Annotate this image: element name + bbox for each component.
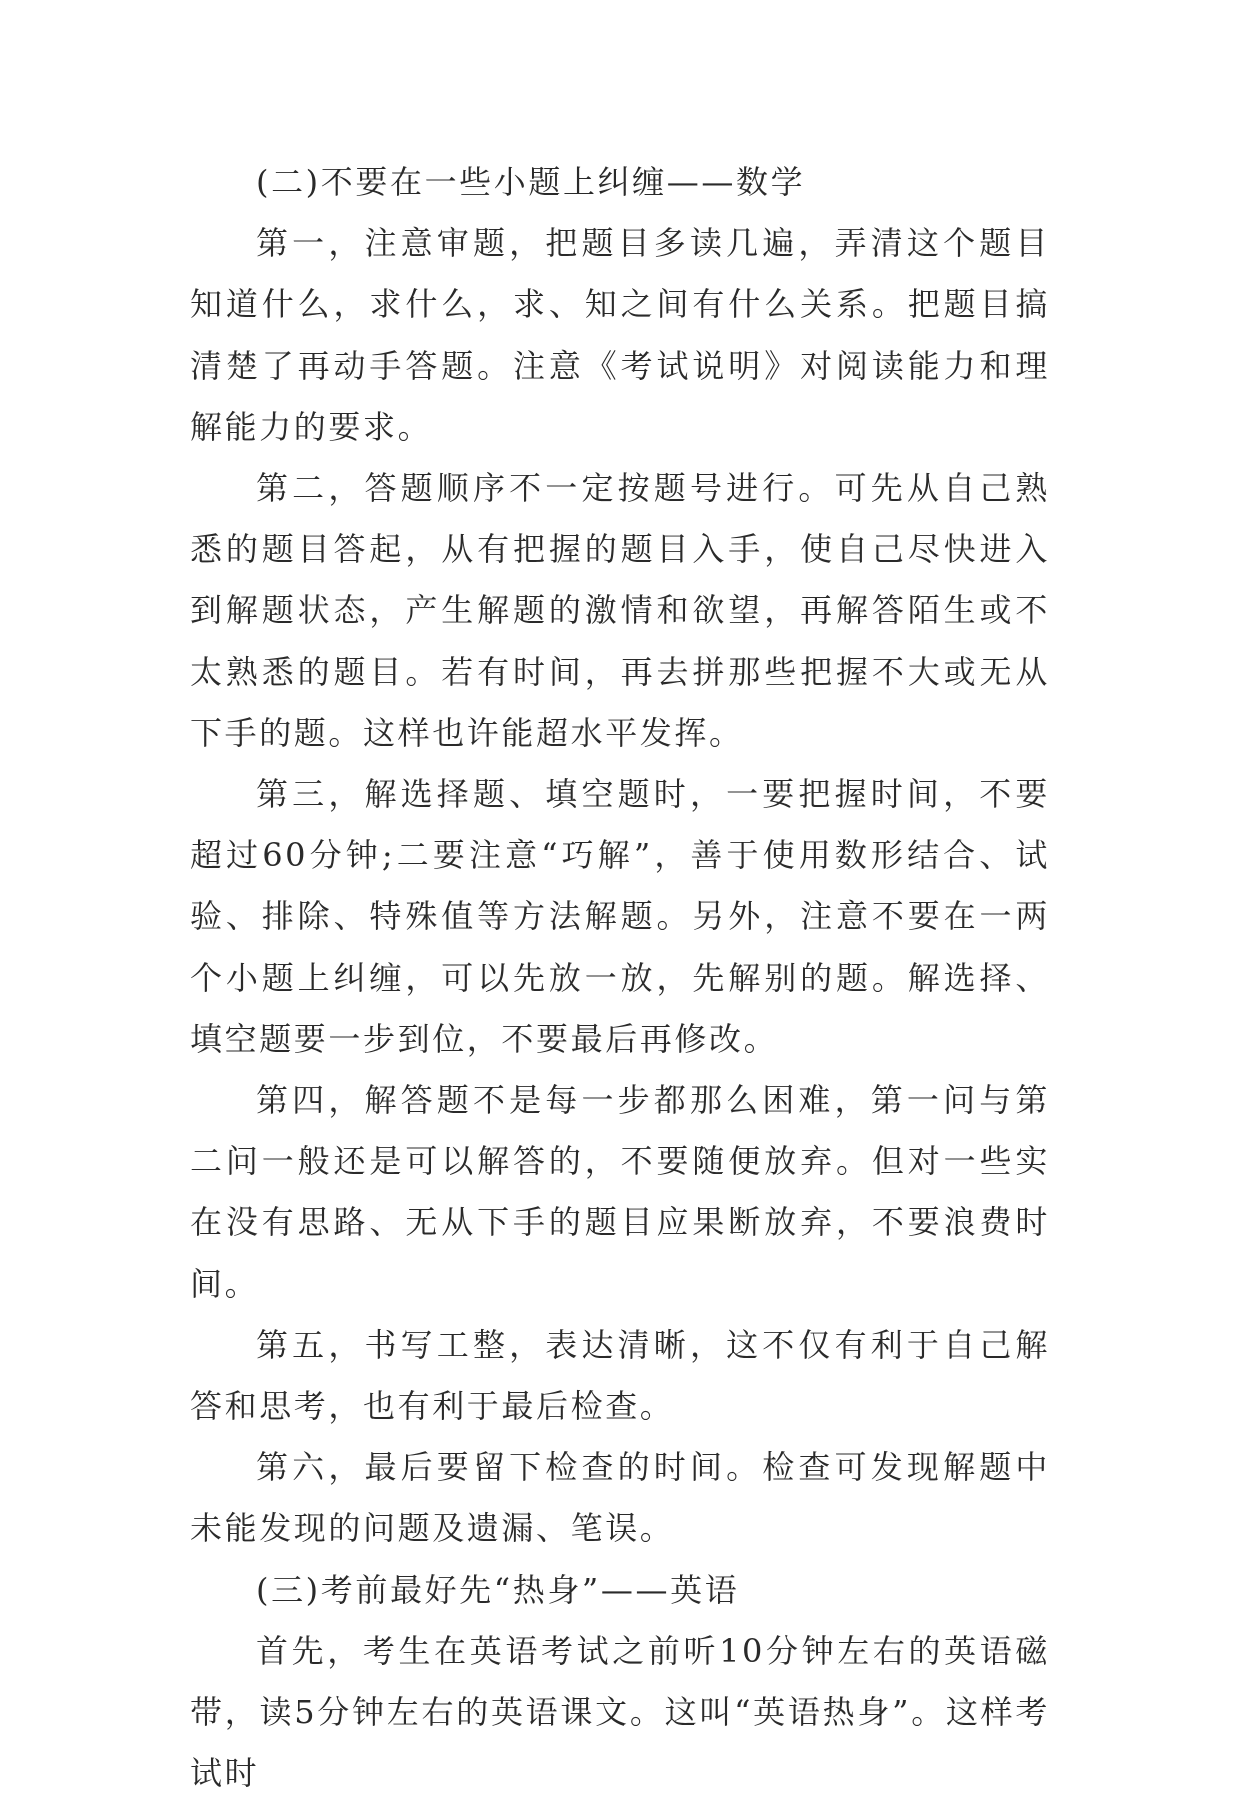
section-heading-math: (二)不要在一些小题上纠缠——数学 [256, 163, 806, 201]
paragraph-third-tip: 第三，解选择题、填空题时，一要把握时间，不要超过60分钟;二要注意“巧解”，善于使用数形结合、试验、排除、特殊值等方法解题。另外，注意不要在一两个小题上纠缠，可以先放一放，先解别的题。解选择、填空题要一步到位，不要最后再修改。 [190, 775, 1050, 1058]
paragraph-fourth-tip: 第四，解答题不是每一步都那么困难，第一问与第二问一般还是可以解答的，不要随便放弃。但对一些实在没有思路、无从下手的题目应果断放弃，不要浪费时间。 [190, 1081, 1050, 1303]
paragraph-second-tip: 第二，答题顺序不一定按题号进行。可先从自己熟悉的题目答起，从有把握的题目入手，使自己尽快进入到解题状态，产生解题的激情和欲望，再解答陌生或不太熟悉的题目。若有时间，再去拼那些把握不大或无从下手的题。这样也许能超水平发挥。 [190, 469, 1050, 752]
section-heading-english: (三)考前最好先“热身”——英语 [256, 1570, 740, 1609]
paragraph-fifth-tip: 第五，书写工整，表达清晰，这不仅有利于自己解答和思考，也有利于最后检查。 [190, 1325, 1050, 1426]
document-body [190, 152, 1050, 1804]
paragraph-english-first: 首先，考生在英语考试之前听10分钟左右的英语磁带，读5分钟左右的英语课文。这叫“英语热身”。这样考试时 [190, 1631, 1050, 1793]
paragraph-first-tip: 第一，注意审题，把题目多读几遍，弄清这个题目知道什么，求什么，求、知之间有什么关系。把题目搞清楚了再动手答题。注意《考试说明》对阅读能力和理解能力的要求。 [190, 224, 1050, 446]
paragraph-sixth-tip: 第六，最后要留下检查的时间。检查可发现解题中未能发现的问题及遗漏、笔误。 [190, 1448, 1050, 1548]
